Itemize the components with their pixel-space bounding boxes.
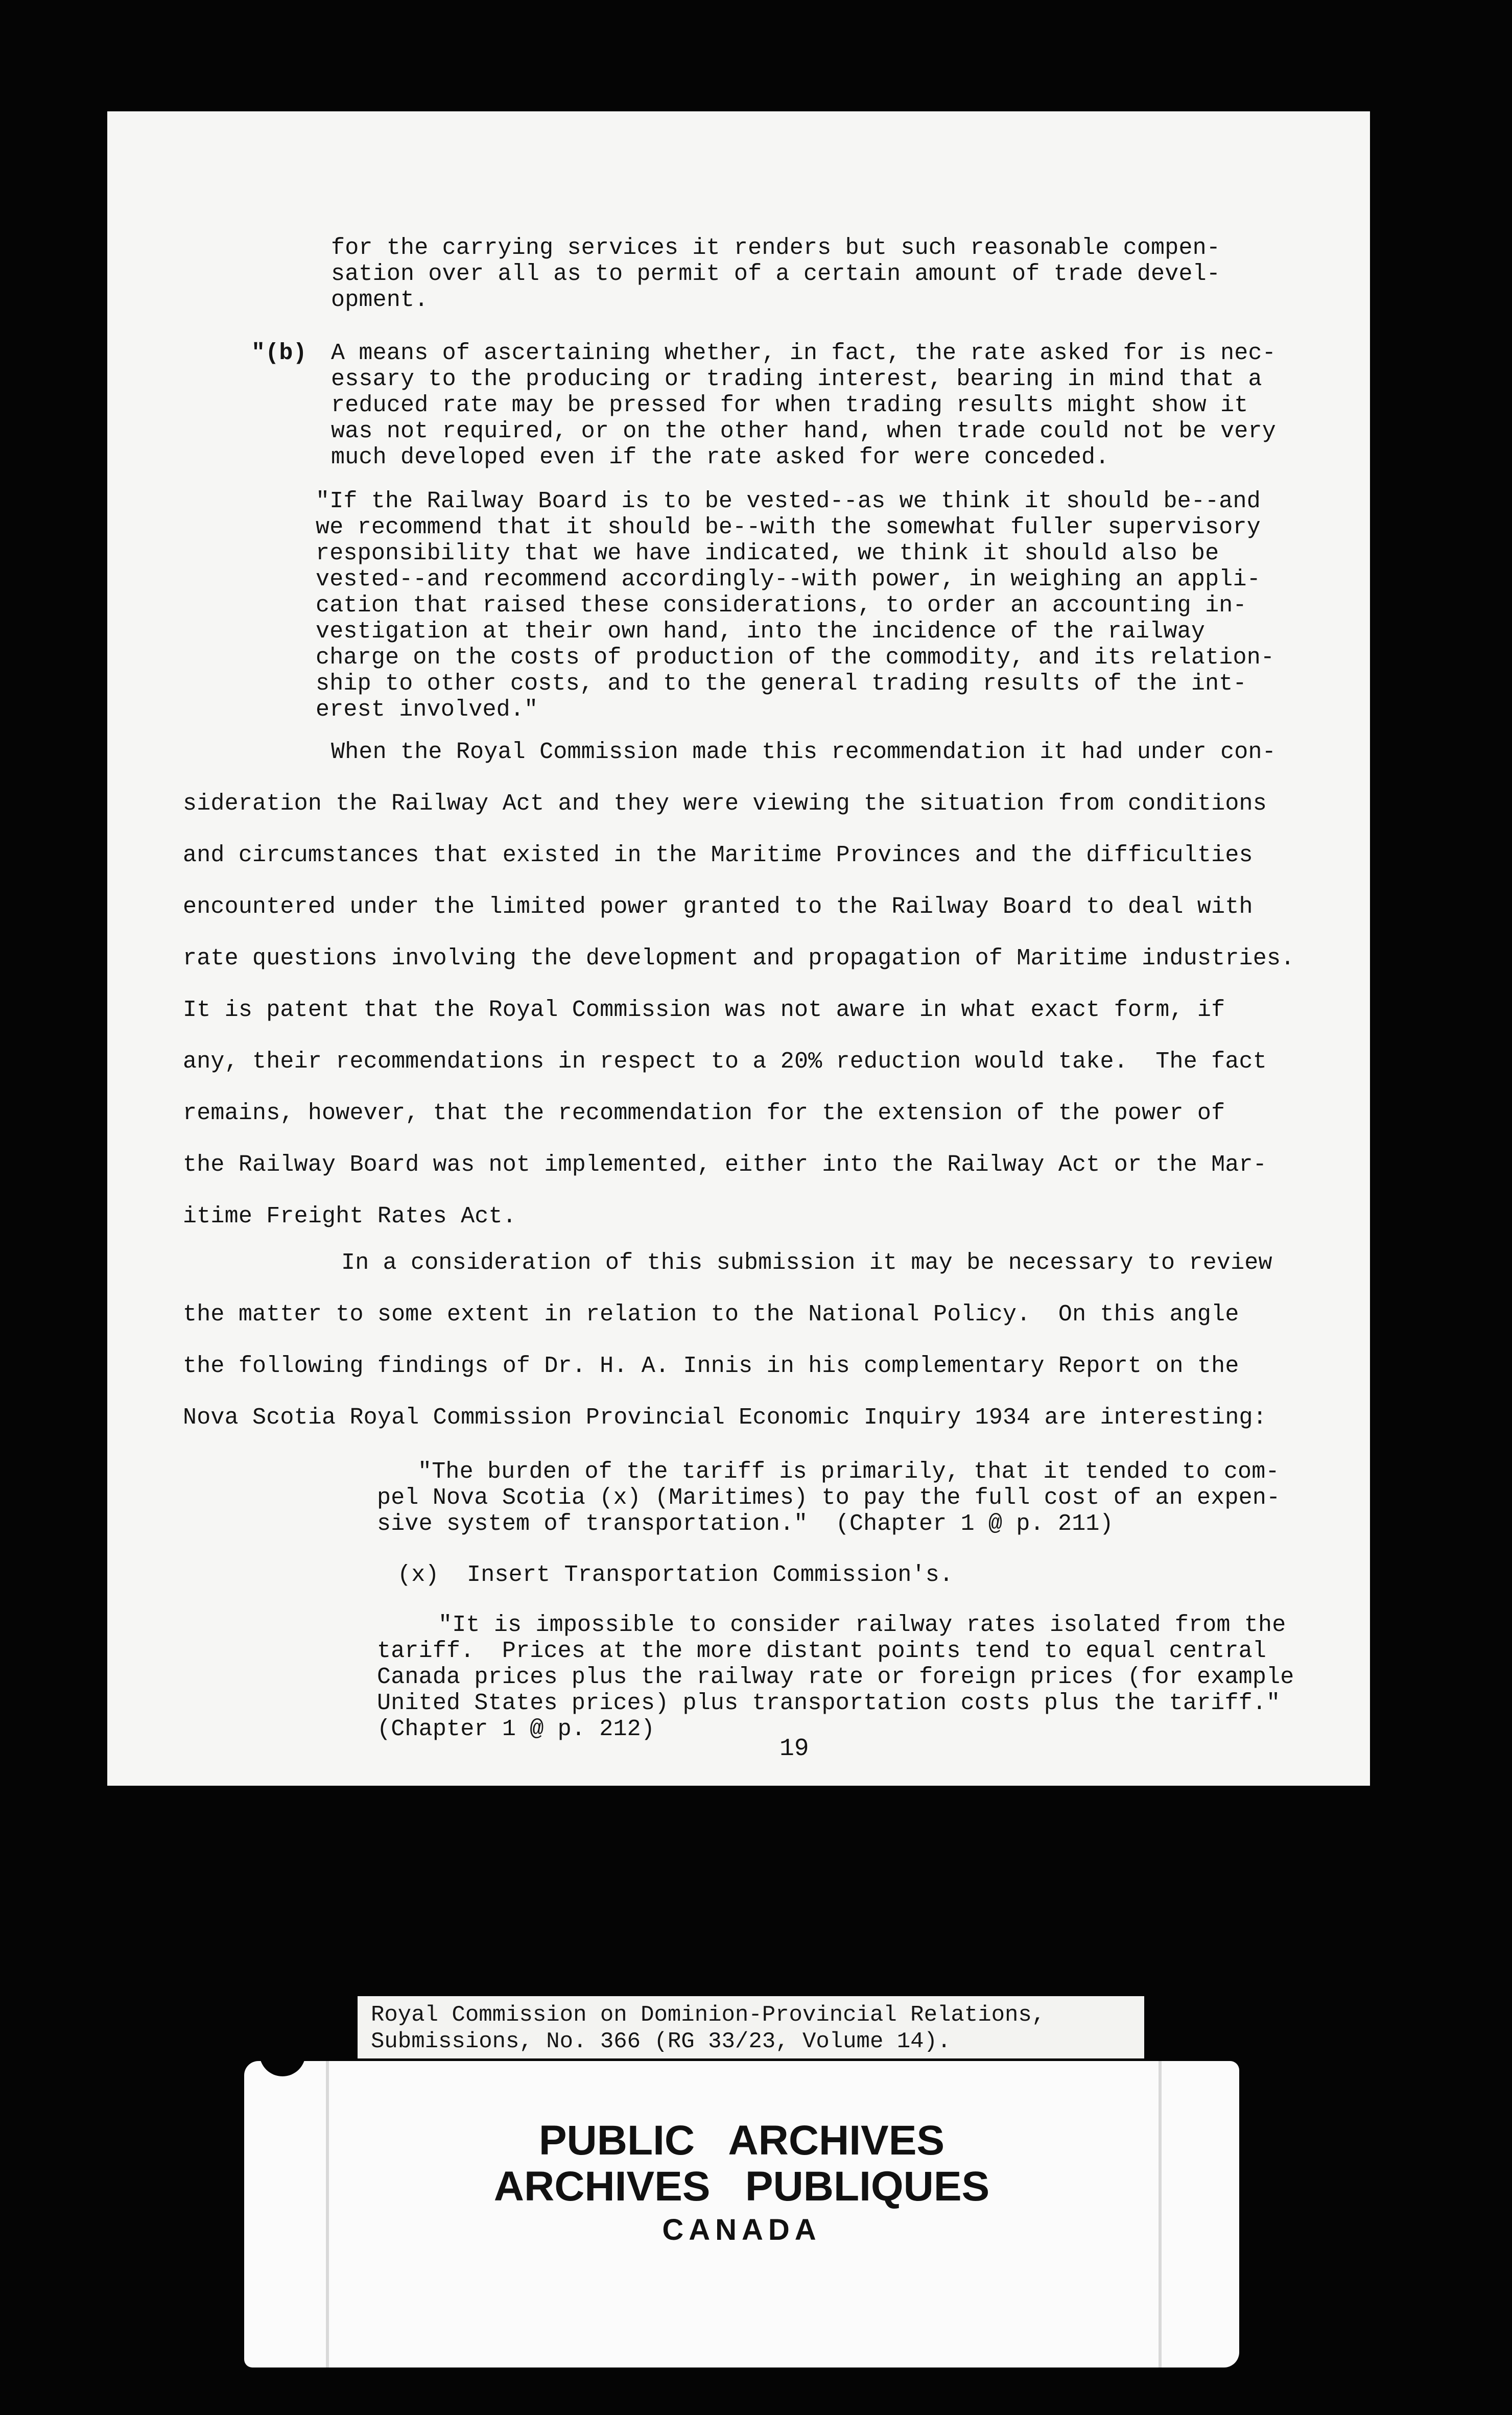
text-line: tariff. Prices at the more distant points tend to equal central <box>377 1638 1267 1664</box>
text-line: sation over all as to permit of a certain amount of trade devel- <box>331 261 1221 287</box>
text-line: ship to other costs, and to the general trading results of the int- <box>316 671 1247 697</box>
archives-stamp <box>244 2061 1239 2367</box>
stamp-public-archives: PUBLIC ARCHIVES <box>538 2117 945 2164</box>
document-page <box>107 111 1370 1786</box>
text-line: rate questions involving the development and propagation of Maritime industries. <box>183 945 1295 972</box>
page-number: 19 <box>779 1735 809 1763</box>
footnote-x: (x) Insert Transportation Commission's. <box>397 1562 954 1588</box>
text-line: A means of ascertaining whether, in fact, the rate asked for is nec- <box>331 340 1276 366</box>
text-line: vestigation at their own hand, into the incidence of the railway <box>316 619 1206 645</box>
continuation-paragraph <box>331 235 1220 313</box>
text-line: sive system of transportation." (Chapter 1 @ p. 211) <box>377 1511 1114 1537</box>
railway-rates-quote <box>377 1612 1294 1742</box>
stamp-archives-publiques: ARCHIVES PUBLIQUES <box>493 2163 990 2210</box>
text-line: opment. <box>331 287 429 313</box>
text-line: reduced rate may be pressed for when trading results might show it <box>331 392 1248 418</box>
text-line: was not required, or on the other hand, when trade could not be very <box>331 418 1276 444</box>
text-line: the matter to some extent in relation to the National Policy. On this angle <box>183 1301 1239 1328</box>
text-line: much developed even if the rate asked for were conceded. <box>331 444 1109 470</box>
railway-board-quote <box>316 488 1274 723</box>
text-line: vested--and recommend accordingly--with power, in weighing an appli- <box>316 566 1261 593</box>
text-line: any, their recommendations in respect to a 20% reduction would take. The fact <box>183 1049 1267 1075</box>
text-line: encountered under the limited power granted to the Railway Board to deal with <box>183 894 1253 920</box>
text-line: It is patent that the Royal Commission was not aware in what exact form, if <box>183 997 1225 1023</box>
tariff-quote <box>377 1459 1280 1537</box>
item-b-label: "(b) <box>251 340 307 366</box>
text-line: United States prices) plus transportation costs plus the tariff." <box>377 1690 1281 1716</box>
text-line: itime Freight Rates Act. <box>183 1203 516 1229</box>
citation-line-1: Royal Commission on Dominion-Provincial Relations, <box>371 2002 1046 2028</box>
citation-label <box>358 1996 1144 2058</box>
text-line: essary to the producing or trading interest, bearing in mind that a <box>331 366 1262 392</box>
submission-paragraph <box>183 1237 1272 1443</box>
text-line: "The burden of the tariff is primarily, that it tended to com- <box>418 1459 1280 1485</box>
citation-line-2: Submissions, No. 366 (RG 33/23, Volume 14). <box>371 2029 951 2054</box>
text-line: charge on the costs of production of the commodity, and its relation- <box>316 645 1275 671</box>
text-line: pel Nova Scotia (x) (Maritimes) to pay the full cost of an expen- <box>377 1485 1281 1511</box>
text-line: "If the Railway Board is to be vested--as we think it should be--and <box>316 488 1261 514</box>
text-line: Canada prices plus the railway rate or foreign prices (for example <box>377 1664 1294 1690</box>
text-line: remains, however, that the recommendation for the extension of the power of <box>183 1100 1225 1126</box>
text-line: Nova Scotia Royal Commission Provincial Economic Inquiry 1934 are interesting: <box>183 1405 1267 1431</box>
stamp-canada: CANADA <box>662 2213 821 2246</box>
text-line: sideration the Railway Act and they were viewing the situation from conditions <box>183 791 1267 817</box>
royal-commission-paragraph <box>183 726 1294 1242</box>
item-b-paragraph <box>331 340 1276 470</box>
text-line: (Chapter 1 @ p. 212) <box>377 1716 655 1742</box>
text-line: responsibility that we have indicated, we think it should also be <box>316 540 1219 566</box>
text-line: In a consideration of this submission it may be necessary to review <box>341 1250 1272 1276</box>
text-line: for the carrying services it renders but such reasonable compen- <box>331 235 1221 261</box>
text-line: the Railway Board was not implemented, either into the Railway Act or the Mar- <box>183 1152 1267 1178</box>
text-line: "It is impossible to consider railway rates isolated from the <box>438 1612 1286 1638</box>
text-line: and circumstances that existed in the Maritime Provinces and the difficulties <box>183 842 1253 868</box>
text-line: erest involved." <box>316 697 538 723</box>
text-line: the following findings of Dr. H. A. Innis in his complementary Report on the <box>183 1353 1239 1379</box>
text-line: When the Royal Commission made this recommendation it had under con- <box>331 739 1276 765</box>
stamp-notch <box>259 2061 305 2076</box>
text-line: cation that raised these considerations, to order an accounting in- <box>316 593 1247 619</box>
text-line: we recommend that it should be--with the somewhat fuller supervisory <box>316 514 1261 540</box>
